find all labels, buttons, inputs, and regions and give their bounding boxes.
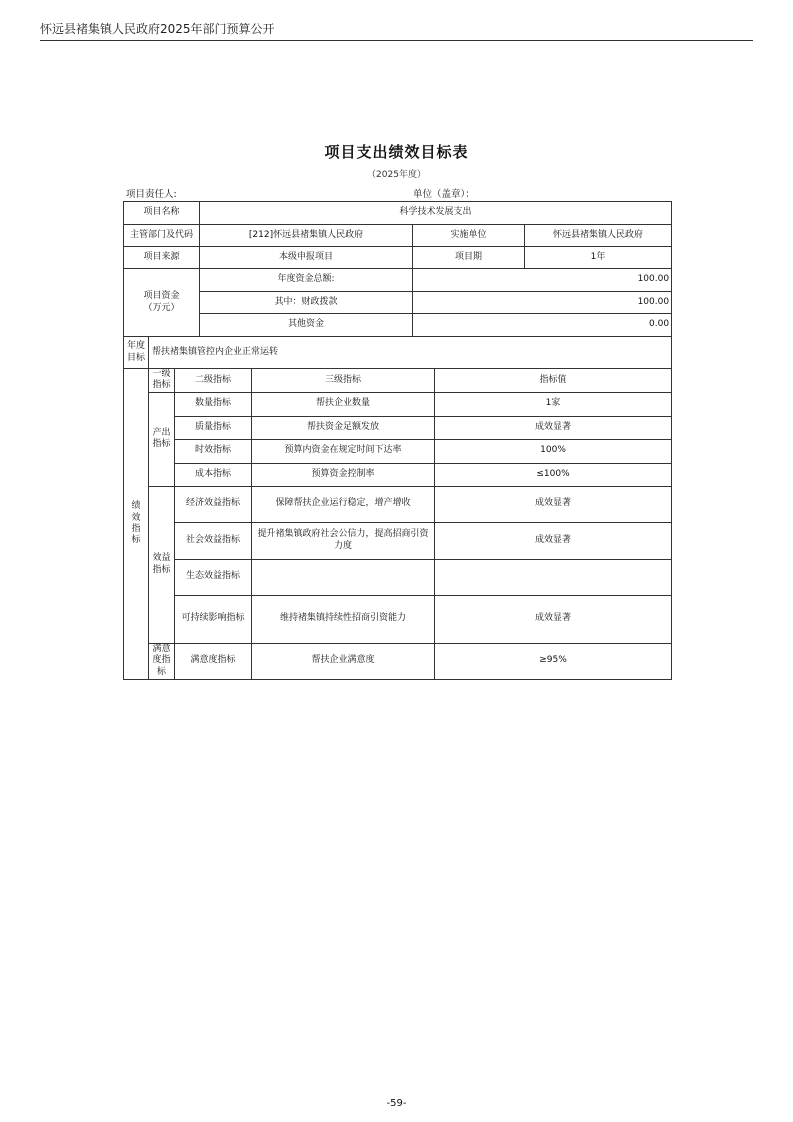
indicator-value-header: 指标值 xyxy=(435,369,672,393)
level3-indicator: 提升褚集镇政府社会公信力，提高招商引资力度 xyxy=(252,522,435,559)
row-output-quality xyxy=(124,416,672,439)
responsible-person-label: 项目责任人: xyxy=(126,189,177,200)
indicator-value: 1家 xyxy=(435,392,672,416)
row-project-name xyxy=(124,202,672,225)
header-divider xyxy=(40,40,753,41)
performance-target-table xyxy=(123,201,672,680)
project-name-label: 项目名称 xyxy=(124,202,200,225)
document-year: （2025年度） xyxy=(367,170,426,180)
level3-indicator xyxy=(252,559,435,595)
level2-indicator: 成本指标 xyxy=(175,463,252,486)
indicator-value: ≤100% xyxy=(435,463,672,486)
unit-seal-label: 单位（盖章）： xyxy=(413,189,475,200)
performance-label-char: 效 xyxy=(131,512,141,523)
project-source-label: 项目来源 xyxy=(124,247,200,269)
row-source xyxy=(124,247,672,269)
fiscal-funds-label: 其中：财政拨款 xyxy=(200,292,413,314)
benefit-label-line: 指标 xyxy=(152,564,171,575)
project-funds-label-line1: 项目资金 xyxy=(143,291,180,302)
project-funds-label xyxy=(124,269,200,337)
level2-indicator: 满意度指标 xyxy=(175,643,252,679)
satisfaction-label-line: 度指 xyxy=(152,655,171,666)
level1-header-line: 一级 xyxy=(152,369,171,379)
level2-indicator: 质量指标 xyxy=(175,416,252,439)
annual-goal-label-line1: 年度 xyxy=(126,341,145,352)
annual-goal-label xyxy=(124,337,149,369)
annual-goal-text: 帮扶褚集镇管控内企业正常运转 xyxy=(149,337,672,369)
fiscal-funds-value: 100.00 xyxy=(413,292,672,314)
level2-indicator: 可持续影响指标 xyxy=(175,595,252,643)
row-benefit-ecological xyxy=(124,559,672,595)
satisfaction-indicators-label xyxy=(149,643,175,679)
level3-indicator: 预算资金控制率 xyxy=(252,463,435,486)
row-annual-goal xyxy=(124,337,672,369)
level2-indicator: 经济效益指标 xyxy=(175,486,252,522)
indicator-value: ≥95% xyxy=(435,643,672,679)
project-source-value: 本级申报项目 xyxy=(200,247,413,269)
project-name-value: 科学技术发展支出 xyxy=(200,202,672,225)
level3-indicator-header: 三级指标 xyxy=(252,369,435,393)
implementing-unit-label: 实施单位 xyxy=(413,225,525,247)
level3-indicator: 预算内资金在规定时间下达率 xyxy=(252,439,435,463)
benefit-indicators-label xyxy=(149,486,175,643)
indicator-value: 100% xyxy=(435,439,672,463)
row-indicator-headers xyxy=(124,369,672,393)
row-total-funds xyxy=(124,269,672,292)
performance-indicators-label xyxy=(124,369,149,680)
project-period-label: 项目期 xyxy=(413,247,525,269)
level3-indicator: 帮扶资金足额发放 xyxy=(252,416,435,439)
indicator-value: 成效显著 xyxy=(435,522,672,559)
total-funds-label: 年度资金总额: xyxy=(200,269,413,292)
row-benefit-social xyxy=(124,522,672,559)
row-benefit-sustainable xyxy=(124,595,672,643)
indicator-value: 成效显著 xyxy=(435,416,672,439)
page-number: -59- xyxy=(386,1098,407,1109)
satisfaction-label-line: 满意 xyxy=(152,644,171,655)
indicator-value: 成效显著 xyxy=(435,486,672,522)
row-output-quantity xyxy=(124,392,672,416)
indicator-value: 成效显著 xyxy=(435,595,672,643)
implementing-unit-value: 怀远县褚集镇人民政府 xyxy=(525,225,672,247)
row-benefit-economic xyxy=(124,486,672,522)
row-output-cost xyxy=(124,463,672,486)
level1-indicator-header xyxy=(149,369,175,393)
performance-label-char: 标 xyxy=(131,535,141,545)
project-period-value: 1年 xyxy=(525,247,672,269)
output-label-line: 指标 xyxy=(152,439,171,449)
level2-indicator: 社会效益指标 xyxy=(175,522,252,559)
performance-label-char: 绩 xyxy=(131,501,141,512)
level2-indicator-header: 二级指标 xyxy=(175,369,252,393)
level2-indicator: 时效指标 xyxy=(175,439,252,463)
page-header-title: 怀远县褚集镇人民政府2025年部门预算公开 xyxy=(40,22,275,36)
row-fiscal-funds xyxy=(124,292,672,314)
level2-indicator: 数量指标 xyxy=(175,392,252,416)
row-satisfaction xyxy=(124,643,672,679)
level3-indicator: 维持褚集镇持续性招商引资能力 xyxy=(252,595,435,643)
department-label: 主管部门及代码 xyxy=(124,225,200,247)
satisfaction-label-line: 标 xyxy=(156,666,166,677)
row-output-timeliness xyxy=(124,439,672,463)
other-funds-label: 其他资金 xyxy=(200,314,413,337)
performance-label-char: 指 xyxy=(131,523,141,534)
level1-header-line: 指标 xyxy=(152,380,171,391)
output-label-line: 产出 xyxy=(152,427,171,438)
annual-goal-label-line2: 目标 xyxy=(126,352,145,363)
other-funds-value: 0.00 xyxy=(413,314,672,337)
level3-indicator: 帮扶企业满意度 xyxy=(252,643,435,679)
document-title: 项目支出绩效目标表 xyxy=(324,143,469,161)
row-other-funds xyxy=(124,314,672,337)
level3-indicator: 帮扶企业数量 xyxy=(252,392,435,416)
indicator-value xyxy=(435,559,672,595)
level3-indicator: 保障帮扶企业运行稳定，增产增收 xyxy=(252,486,435,522)
row-department xyxy=(124,225,672,247)
output-indicators-label xyxy=(149,392,175,486)
total-funds-value: 100.00 xyxy=(413,269,672,292)
benefit-label-line: 效益 xyxy=(152,553,171,564)
department-value: [212]怀远县褚集镇人民政府 xyxy=(200,225,413,247)
project-funds-label-line2: （万元） xyxy=(143,302,180,313)
level2-indicator: 生态效益指标 xyxy=(175,559,252,595)
